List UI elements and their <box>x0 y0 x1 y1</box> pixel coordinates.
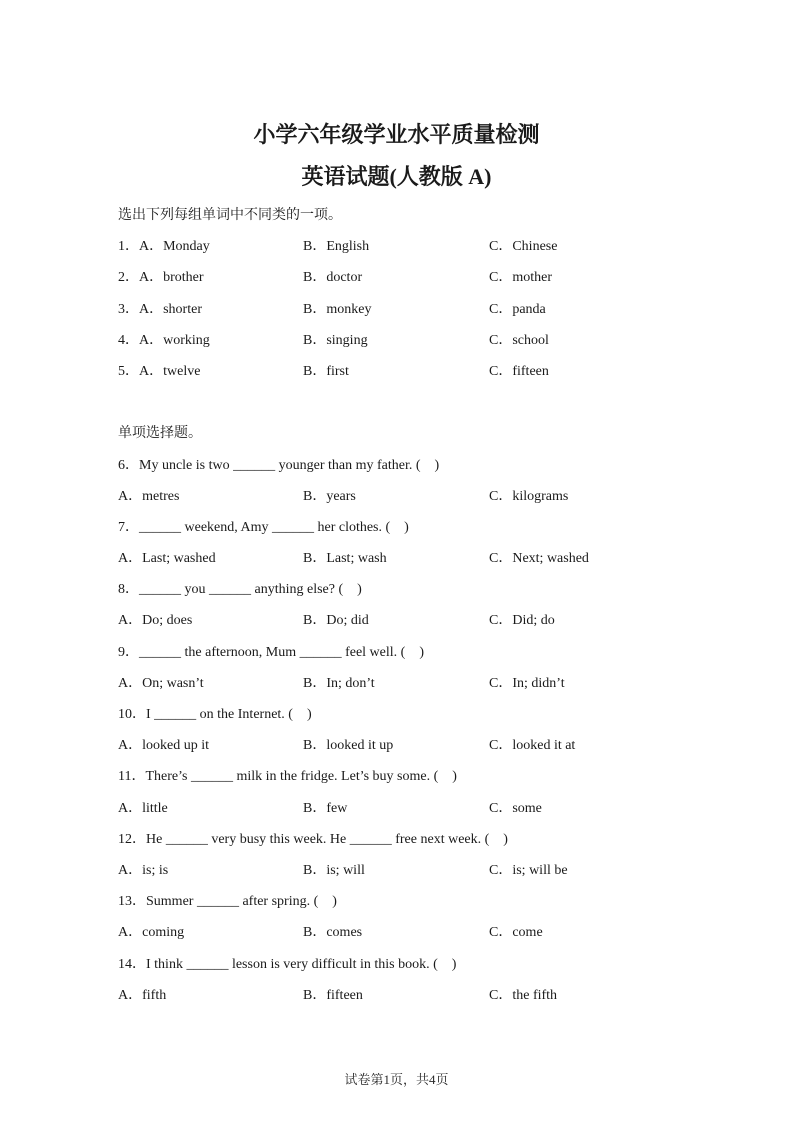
option-C: C．mother <box>489 270 552 286</box>
option-A: 1．A．Monday <box>118 239 210 255</box>
option-A: 4．A．working <box>118 332 210 348</box>
options-row <box>118 793 713 824</box>
option-B: B．In; don’t <box>303 675 375 691</box>
option-C: C．Next; washed <box>489 551 589 567</box>
section-instruction: 单项选择题。 <box>118 426 202 442</box>
option-A: A．On; wasn’t <box>118 675 204 691</box>
option-A: A．little <box>118 800 168 816</box>
option-B: B．doctor <box>303 270 363 286</box>
question-stem: 8．______ you ______ anything else? ( ) <box>118 582 362 598</box>
option-B: B．Do; did <box>303 613 369 629</box>
options-row <box>118 481 713 512</box>
option-C: C．In; didn’t <box>489 675 565 691</box>
option-C: C．looked it at <box>489 738 576 754</box>
option-A: 5．A．twelve <box>118 363 201 379</box>
question-row <box>118 294 713 325</box>
option-B: B．Last; wash <box>303 551 387 567</box>
option-C: C．fifteen <box>489 363 549 379</box>
question-stem: 11．There’s ______ milk in the fridge. Let’s buy some. ( ) <box>118 769 457 785</box>
section-instruction: 选出下列每组单词中不同类的一项。 <box>118 208 342 223</box>
option-A: A．Do; does <box>118 613 193 629</box>
option-A: A．coming <box>118 925 185 941</box>
section-2 <box>118 418 713 1011</box>
option-C: C．kilograms <box>489 488 569 504</box>
page-footer: 试卷第1页，共4页 <box>344 1072 449 1087</box>
question-stem: 14．I think ______ lesson is very difficult in this book. ( ) <box>118 956 457 972</box>
question-stem-row <box>118 886 713 917</box>
option-B: B．looked it up <box>303 738 394 754</box>
question-stem-row <box>118 450 713 481</box>
question-stem: 10．I ______ on the Internet. ( ) <box>118 707 312 722</box>
question-stem-row <box>118 699 713 730</box>
option-B: B．monkey <box>303 301 372 317</box>
question-stem: 7．______ weekend, Amy ______ her clothes. ( ) <box>118 519 409 535</box>
options-row <box>118 855 713 886</box>
section-gap <box>118 387 713 418</box>
option-A: 3．A．shorter <box>118 301 202 317</box>
option-A: A．is; is <box>118 862 169 878</box>
question-stem: 9．______ the afternoon, Mum ______ feel well. ( ) <box>118 644 424 660</box>
option-C: C．some <box>489 800 542 816</box>
option-B: B．years <box>303 488 356 504</box>
options-row <box>118 668 713 699</box>
option-C: C．is; will be <box>489 862 568 878</box>
options-row <box>118 980 713 1011</box>
option-C: C．school <box>489 332 549 348</box>
options-row <box>118 605 713 636</box>
option-C: C．panda <box>489 301 546 317</box>
option-B: B．few <box>303 800 348 816</box>
question-row <box>118 231 713 262</box>
question-stem-row <box>118 574 713 605</box>
option-B: B．comes <box>303 925 363 941</box>
option-B: B．is; will <box>303 862 365 878</box>
option-A: 2．A．brother <box>118 270 204 286</box>
option-B: B．English <box>303 239 370 255</box>
section-1 <box>118 200 713 387</box>
question-row <box>118 356 713 387</box>
option-B: B．fifteen <box>303 987 363 1003</box>
question-stem-row <box>118 512 713 543</box>
question-stem-row <box>118 824 713 855</box>
options-row <box>118 730 713 761</box>
option-B: B．first <box>303 363 349 379</box>
question-area <box>0 200 793 1011</box>
page-title: 小学六年级学业水平质量检测 <box>253 122 540 147</box>
options-row <box>118 543 713 574</box>
question-stem: 12．He ______ very busy this week. He ______ free next week. ( ) <box>118 831 508 847</box>
question-stem-row <box>118 761 713 792</box>
question-stem-row <box>118 949 713 980</box>
question-row <box>118 325 713 356</box>
option-B: B．singing <box>303 332 368 348</box>
option-A: A．looked up it <box>118 738 209 754</box>
question-stem: 13．Summer ______ after spring. ( ) <box>118 894 337 910</box>
option-A: A．Last; washed <box>118 551 216 567</box>
option-C: C．the fifth <box>489 987 558 1003</box>
page-subtitle: 英语试题(人教版 A) <box>301 164 492 189</box>
option-A: A．fifth <box>118 987 167 1003</box>
question-stem-row <box>118 637 713 668</box>
option-C: C．come <box>489 925 543 941</box>
option-C: C．Did; do <box>489 613 555 629</box>
options-row <box>118 917 713 948</box>
question-row <box>118 262 713 293</box>
question-stem: 6．My uncle is two ______ younger than my father. ( ) <box>118 457 440 473</box>
option-A: A．metres <box>118 488 180 504</box>
option-C: C．Chinese <box>489 239 558 255</box>
